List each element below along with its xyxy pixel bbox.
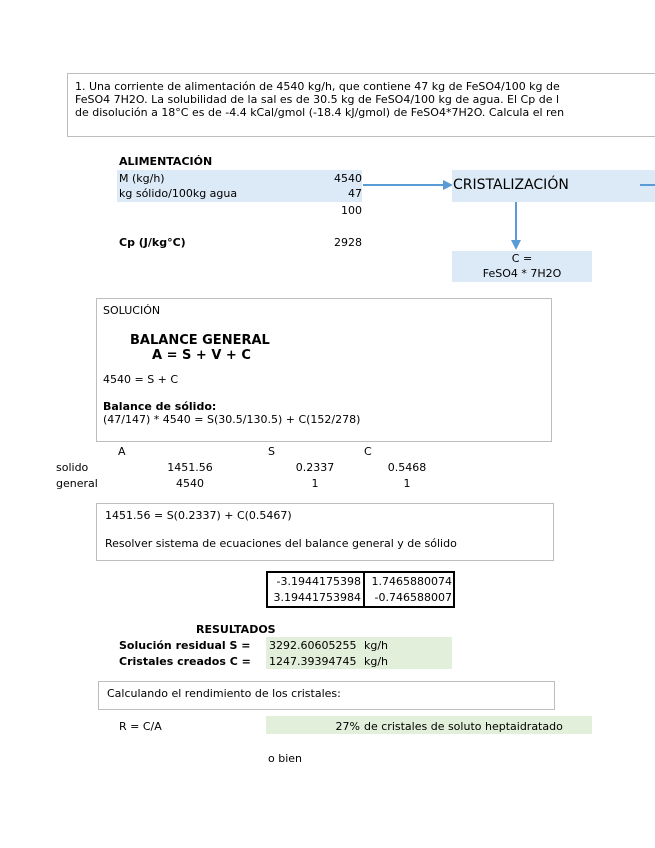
inverse-matrix (266, 571, 455, 608)
coef-cell: 1 (403, 477, 411, 490)
matrix-cell: -3.1944175398 (276, 575, 361, 588)
crystals-unit: kg/h (364, 655, 389, 668)
feed-title: ALIMENTACIÓN (119, 155, 213, 168)
feed-value-mass: 4540 (334, 172, 362, 185)
coef-cell: 0.2337 (295, 461, 335, 474)
feed-value-solid: 47 (348, 187, 362, 200)
crystals-label: Cristales creados C = (119, 655, 251, 668)
matrix-cell: -0.746588007 (374, 591, 452, 604)
feed-value-water: 100 (341, 204, 362, 217)
coef-row-label: solido (56, 461, 89, 474)
solution-header: SOLUCIÓN (103, 304, 161, 317)
problem-line-1: 1. Una corriente de alimentación de 4540 kg/h, que contiene 47 kg de FeSO4/100 kg de (75, 80, 560, 93)
solution-box (96, 298, 552, 442)
yield-box (98, 681, 555, 710)
alternative-text: o bien (268, 752, 303, 765)
yield-label: R = C/A (119, 720, 162, 733)
balance-general-title: BALANCE GENERAL (130, 333, 270, 348)
product-block (452, 251, 592, 282)
feed-label-solid: kg sólido/100kg agua (119, 187, 238, 200)
balance-general-equation: A = S + V + C (152, 348, 251, 363)
arrowhead-down-icon (511, 240, 521, 250)
product-arrow (515, 202, 517, 244)
solid-balance-title: Balance de sólido: (103, 400, 217, 413)
coef-cell: 1 (311, 477, 319, 490)
yield-description: de cristales de soluto heptaidratado (364, 720, 563, 733)
coef-cell: 4540 (176, 477, 204, 490)
general-balance-equation: 4540 = S + C (103, 373, 179, 386)
solid-balance-equation: (47/147) * 4540 = S(30.5/130.5) + C(152/278) (103, 413, 361, 426)
coef-cell: 1451.56 (167, 461, 213, 474)
feed-label-mass: M (kg/h) (119, 172, 165, 185)
residual-solution-label: Solución residual S = (119, 639, 251, 652)
problem-statement-box (67, 73, 655, 137)
system-note: Resolver sistema de ecuaciones del balance general y de sólido (105, 537, 457, 550)
product-line-2: FeSO4 * 7H2O (482, 267, 562, 280)
residual-solution-value: 3292.60605255 (269, 639, 357, 652)
cp-label: Cp (J/kg°C) (119, 236, 186, 249)
problem-line-3: de disolución a 18°C es de -4.4 kCal/gmol (-18.4 kJ/gmol) de FeSO4*7H2O. Calcula el ren (75, 106, 565, 119)
problem-line-2: FeSO4 7H2O. La solubilidad de la sal es de 30.5 kg de FeSO4/100 kg de agua. El Cp de l (75, 93, 560, 106)
crystallizer-label: CRISTALIZACIÓN (453, 177, 569, 193)
cp-value: 2928 (334, 236, 362, 249)
coef-header-s: S (268, 445, 275, 458)
matrix-cell: 1.7465880074 (371, 575, 452, 588)
crystals-value: 1247.39394745 (269, 655, 357, 668)
yield-box-text: Calculando el rendimiento de los cristales: (107, 687, 341, 700)
matrix-cell: 3.19441753984 (273, 591, 361, 604)
coef-row-label: general (56, 477, 98, 490)
residual-solution-unit: kg/h (364, 639, 389, 652)
coef-header-c: C (364, 445, 372, 458)
system-equation: 1451.56 = S(0.2337) + C(0.5467) (105, 509, 292, 522)
crystallizer-block (452, 170, 655, 202)
system-box (96, 503, 554, 561)
coef-cell: 0.5468 (387, 461, 427, 474)
results-title: RESULTADOS (196, 623, 276, 636)
product-line-1: C = (511, 252, 533, 265)
yield-value: 27% (335, 720, 360, 733)
feed-arrow (363, 184, 446, 186)
coef-header-a: A (118, 445, 126, 458)
crystallizer-out-arrow (640, 184, 655, 186)
